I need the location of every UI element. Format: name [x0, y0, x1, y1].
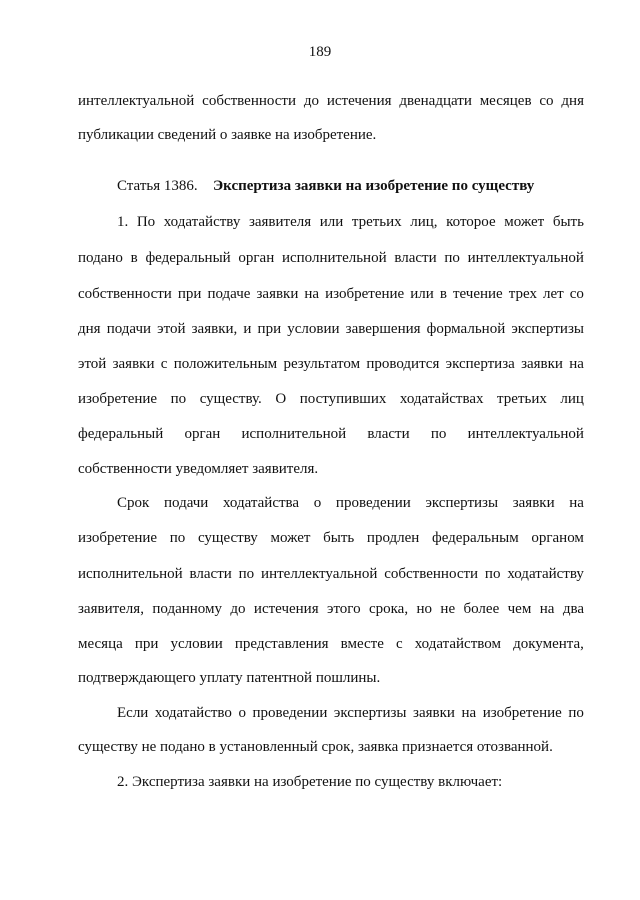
word: на — [461, 705, 477, 721]
word: более — [463, 601, 500, 617]
word: заявки — [112, 356, 155, 372]
paragraph2-line-6: подтверждающего уплату патентной пошлины. — [78, 670, 381, 686]
word: ходатайствах — [399, 391, 484, 407]
paragraph4-line-1: 2. Экспертиза заявки на изобретение по существу включает: — [117, 774, 503, 790]
word: орган — [184, 426, 221, 442]
word: может — [504, 214, 545, 230]
intro-line-1 — [78, 91, 584, 111]
word: заявки, — [191, 321, 238, 337]
word: при — [177, 286, 202, 302]
word: изобретение — [482, 705, 562, 721]
word: интеллектуальной — [78, 93, 195, 109]
paragraph1-line-1 — [117, 212, 584, 232]
word: до — [230, 601, 246, 617]
word: быть — [323, 530, 355, 546]
word: истечения — [326, 93, 392, 109]
word: третьих — [497, 391, 547, 407]
word: чем — [507, 601, 532, 617]
word: власти — [189, 566, 232, 582]
word: исполнительной — [241, 426, 347, 442]
word: ходатайству — [507, 566, 584, 582]
word: по — [170, 391, 187, 407]
word: при — [257, 321, 282, 337]
word: экспертизы — [333, 705, 407, 721]
paragraph3-line-1 — [117, 703, 584, 723]
word: не — [440, 601, 456, 617]
word: федеральный — [145, 250, 231, 266]
paragraph2-line-3 — [78, 564, 584, 584]
word: подачи — [106, 321, 152, 337]
word: этой — [78, 356, 107, 372]
word: условии — [170, 636, 223, 652]
word: о — [313, 495, 322, 511]
word: может — [270, 530, 311, 546]
word: федеральным — [432, 530, 519, 546]
word: документа, — [513, 636, 584, 652]
word: заявки — [413, 705, 455, 721]
paragraph2-line-2 — [78, 528, 584, 548]
word: или — [410, 286, 434, 302]
paragraph1-line-3 — [78, 284, 584, 304]
word: изобретение — [325, 286, 405, 302]
word: результатом — [283, 356, 361, 372]
word: вместе — [340, 636, 384, 652]
paragraph3-line-2: существу не подано в установленный срок, заявка признается отозванной. — [78, 739, 553, 755]
word: на — [539, 601, 555, 617]
word: лет — [542, 286, 564, 302]
word: существу. — [199, 391, 262, 407]
paragraph1-line-8: собственности уведомляет заявителя. — [78, 461, 319, 477]
word: месяца — [78, 636, 123, 652]
word: ходатайство — [154, 705, 232, 721]
paragraph1-line-4 — [78, 319, 584, 339]
word: по — [430, 426, 447, 442]
word: до — [303, 93, 319, 109]
paragraph1-line-2 — [78, 248, 584, 268]
word: условии — [287, 321, 340, 337]
word: дня — [78, 321, 101, 337]
word: изобретение — [78, 530, 158, 546]
word: по — [484, 566, 501, 582]
word: со — [539, 93, 554, 109]
word: собственности — [384, 566, 479, 582]
word: власти — [394, 250, 437, 266]
word: быть — [552, 214, 584, 230]
word: истечения — [253, 601, 319, 617]
paragraph1-line-6 — [78, 389, 584, 409]
word: заявки — [521, 356, 563, 372]
word: формальной — [426, 321, 506, 337]
word: О — [275, 391, 287, 407]
word: трех — [508, 286, 537, 302]
word: по — [568, 705, 584, 721]
word: по — [444, 250, 460, 266]
word: течение — [452, 286, 503, 302]
word: продлен — [366, 530, 420, 546]
word: лиц, — [410, 214, 438, 230]
paragraph1-line-7 — [78, 424, 584, 444]
word: Если — [117, 705, 149, 721]
word: ходатайству — [163, 214, 241, 230]
word: существу — [197, 530, 258, 546]
word: со — [569, 286, 584, 302]
intro-line-2: публикации сведений о заявке на изобретение. — [78, 127, 377, 143]
word: органом — [531, 530, 584, 546]
word: положительным — [173, 356, 278, 372]
word: экспертизы — [425, 495, 499, 511]
word: собственности — [202, 93, 296, 109]
word: ходатайством — [414, 636, 501, 652]
word: Срок — [117, 495, 150, 511]
word: подано — [78, 250, 123, 266]
word: и — [243, 321, 252, 337]
word: экспертизы — [511, 321, 584, 337]
word: на — [569, 495, 584, 511]
word: два — [562, 601, 584, 617]
word: месяцев — [479, 93, 532, 109]
word: этого — [327, 601, 361, 617]
word: по — [238, 566, 255, 582]
word: федеральный — [78, 426, 164, 442]
word: третьих — [351, 214, 402, 230]
word: собственности — [78, 286, 172, 302]
page-number: 189 — [308, 44, 332, 60]
word: этой — [157, 321, 186, 337]
word: о — [238, 705, 246, 721]
word: проводится — [366, 356, 440, 372]
word: интеллектуальной — [261, 566, 378, 582]
word: заявителя — [248, 214, 312, 230]
word: двенадцати — [399, 93, 472, 109]
word: дня — [561, 93, 584, 109]
word: при — [134, 636, 159, 652]
word: поступивших — [299, 391, 387, 407]
word: поданному — [152, 601, 222, 617]
word: заявки — [256, 286, 299, 302]
word: по — [169, 530, 186, 546]
word: исполнительной — [281, 250, 387, 266]
word: власти — [367, 426, 410, 442]
paragraph2-line-1 — [117, 493, 584, 513]
word: подаче — [207, 286, 251, 302]
word: которое — [446, 214, 496, 230]
word: ходатайства — [223, 495, 300, 511]
word: заявителя, — [78, 601, 144, 617]
word: экспертиза — [445, 356, 515, 372]
word: на — [304, 286, 320, 302]
word: проведении — [335, 495, 411, 511]
word: или — [319, 214, 344, 230]
word: заявки — [512, 495, 555, 511]
word: завершения — [345, 321, 421, 337]
word: лиц — [560, 391, 584, 407]
article-title: Экспертиза заявки на изобретение по существу — [213, 178, 535, 194]
word: в — [439, 286, 447, 302]
paragraph2-line-5 — [78, 634, 584, 654]
word: По — [136, 214, 156, 230]
word: с — [395, 636, 403, 652]
word: интеллектуальной — [467, 426, 584, 442]
word: но — [416, 601, 433, 617]
word: с — [160, 356, 168, 372]
word: интеллектуальной — [467, 250, 584, 266]
word: изобретение — [78, 391, 158, 407]
word: подачи — [163, 495, 209, 511]
word: на — [569, 356, 584, 372]
word: срока, — [368, 601, 409, 617]
word: 1. — [117, 214, 129, 230]
word: исполнительной — [78, 566, 183, 582]
word: проведении — [252, 705, 328, 721]
paragraph2-line-4 — [78, 599, 584, 619]
article-number: Статья 1386. — [117, 178, 198, 194]
word: представления — [234, 636, 329, 652]
word: в — [130, 250, 138, 266]
word: орган — [238, 250, 275, 266]
paragraph1-line-5 — [78, 354, 584, 374]
